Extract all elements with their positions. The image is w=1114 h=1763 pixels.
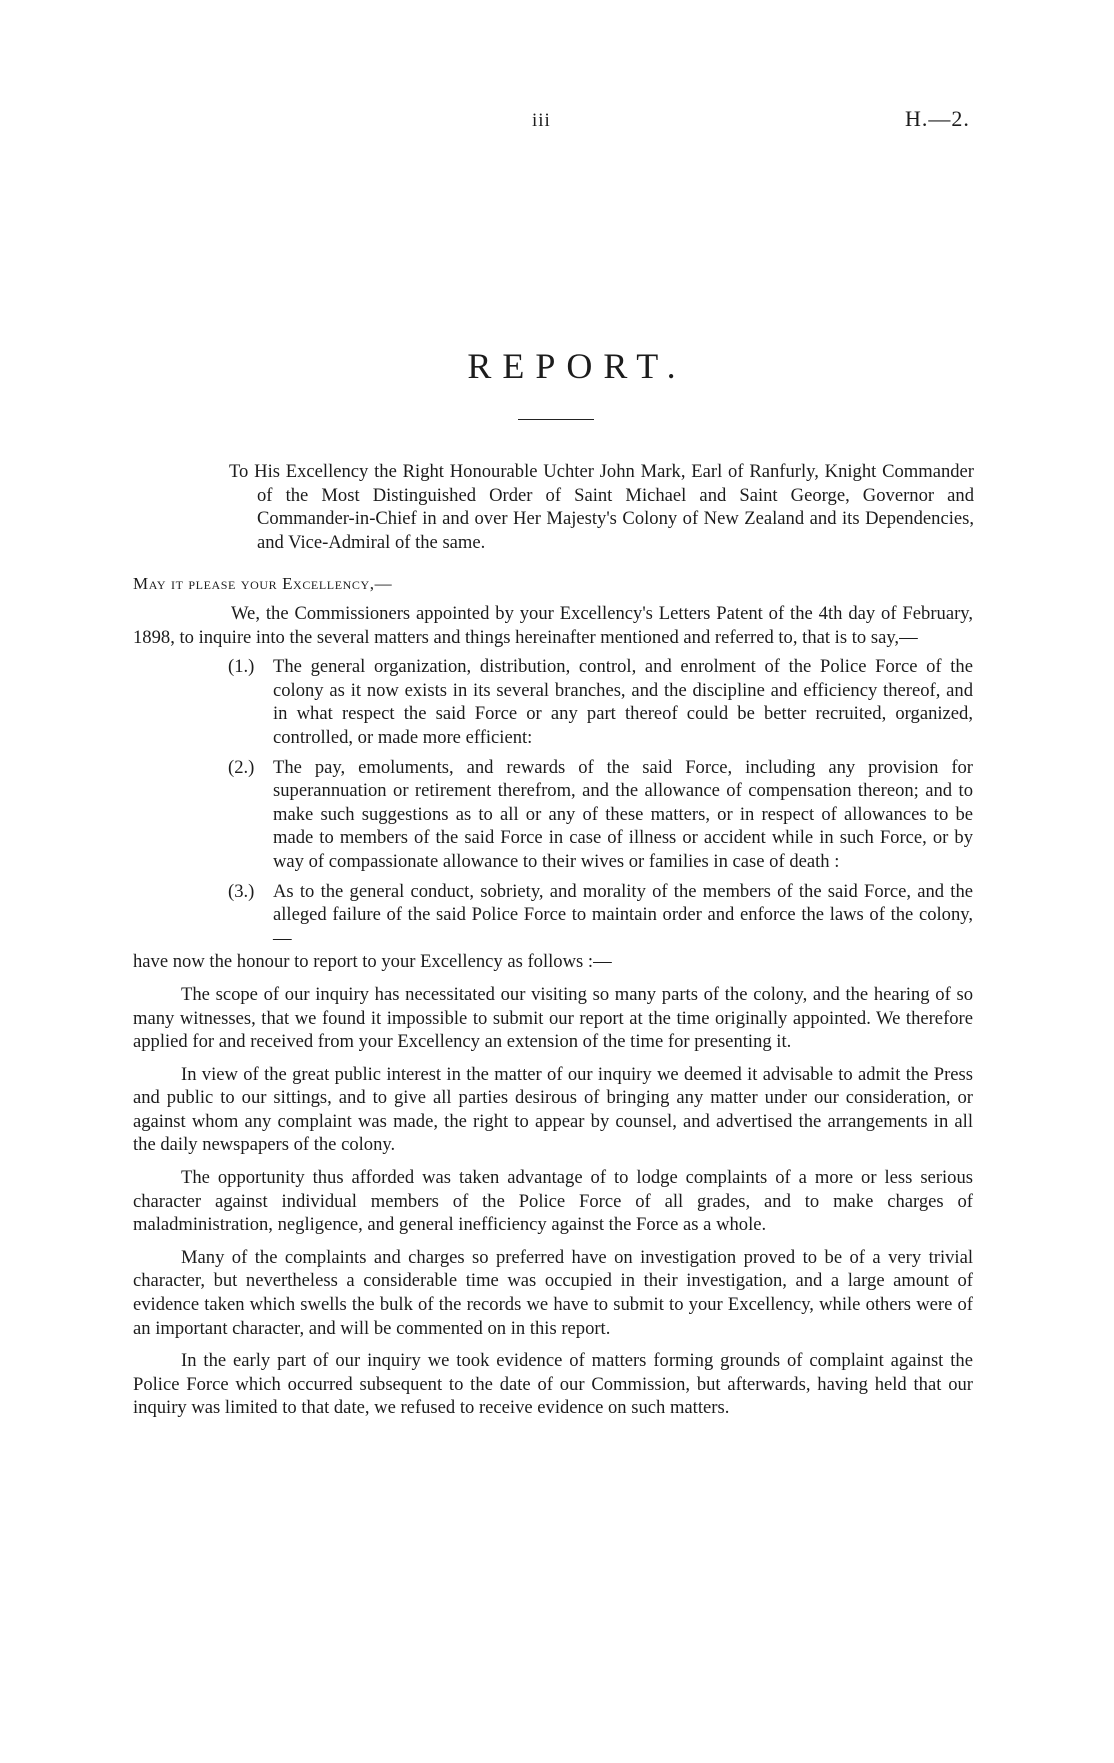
term-text: The pay, emoluments, and rewards of the said Force, including any provision for superannuation or retirement therefrom, and the allowance of compensation thereon; and to make such suggestions as to all or any of these matters, or in respect of allowances to be made to members of the said Force in case of illness or accident while in such Force, or by way of compassionate allowance to their wives or families in case of death : — [273, 756, 973, 872]
address-block — [229, 460, 974, 554]
term-item-1 — [133, 655, 973, 749]
page-number: iii — [532, 110, 551, 131]
term-number: (2.) — [228, 756, 255, 778]
report-lead-in: have now the honour to report to your Excellency as follows :— — [133, 951, 612, 973]
body-paragraph-1: The scope of our inquiry has necessitated our visiting so many parts of the colony, and the hearing of so many witnesses, that we found it impossible to submit our report at the time originally appointed. We therefore applied for and received from your Excellency an extension of the time for presenting it. — [133, 983, 973, 1053]
body-paragraph-5: In the early part of our inquiry we took evidence of matters forming grounds of complaint against the Police Force which occurred subsequent to the date of our Commission, but afterwards, having held that our inquiry was limited to that date, we refused to receive evidence on such matters. — [133, 1350, 973, 1419]
term-text: As to the general conduct, sobriety, and morality of the members of the said Force, and the alleged failure of the said Police Force to maintain order and enforce the laws of the colony,— — [273, 880, 973, 949]
term-number: (1.) — [228, 656, 255, 678]
term-item-3 — [133, 880, 973, 951]
report-title: REPORT. — [467, 346, 687, 386]
term-text: The general organization, distribution, control, and enrolment of the Police Force of the colony as it now exists in its several branches, and the discipline and efficiency thereof, and in what respect the said Force or any part thereof could be better recruited, organized, controlled, or made more efficient: — [273, 656, 973, 748]
intro-paragraph: We, the Commissioners appointed by your Excellency's Letters Patent of the 4th day of February, 1898, to inquire into the several matters and things hereinafter mentioned and referred to, that is to say,— — [133, 603, 973, 648]
salutation: May it please your Excellency,— — [133, 574, 393, 593]
term-item-2 — [133, 756, 973, 874]
term-number: (3.) — [228, 880, 255, 902]
report-body — [133, 602, 973, 1420]
body-paragraph-4: Many of the complaints and charges so preferred have on investigation proved to be of a very trivial character, but nevertheless a considerable time was occupied in their investigation, and a large amount of evidence taken which swells the bulk of the records we have to submit to your Excellency, while others were of an important character, and will be commented on in this report. — [133, 1246, 973, 1339]
body-paragraph-3: The opportunity thus afforded was taken advantage of to lodge complaints of a more or less serious character against individual members of the Police Force of all grades, and to make charges of maladministration, negligence, and general inefficiency against the Force as a whole. — [133, 1167, 973, 1236]
body-paragraph-2: In view of the great public interest in the matter of our inquiry we deemed it advisable to admit the Press and public to our sittings, and to give all parties desirous of bringing any matter under our consideration, or against whom any complaint was made, the right to appear by counsel, and advertised the arrangements in all the daily newspapers of the colony. — [133, 1063, 973, 1156]
address-text: To His Excellency the Right Honourable Uchter John Mark, Earl of Ranfurly, Knight Commander of the Most Distinguished Order of Saint Michael and Saint George, Governor and Commander-in-Chief in and over Her Majesty's Colony of New Zealand and its Dependencies, and Vice-Admiral of the same. — [229, 461, 974, 553]
title-rule — [518, 419, 594, 420]
document-reference: H.—2. — [905, 106, 970, 131]
